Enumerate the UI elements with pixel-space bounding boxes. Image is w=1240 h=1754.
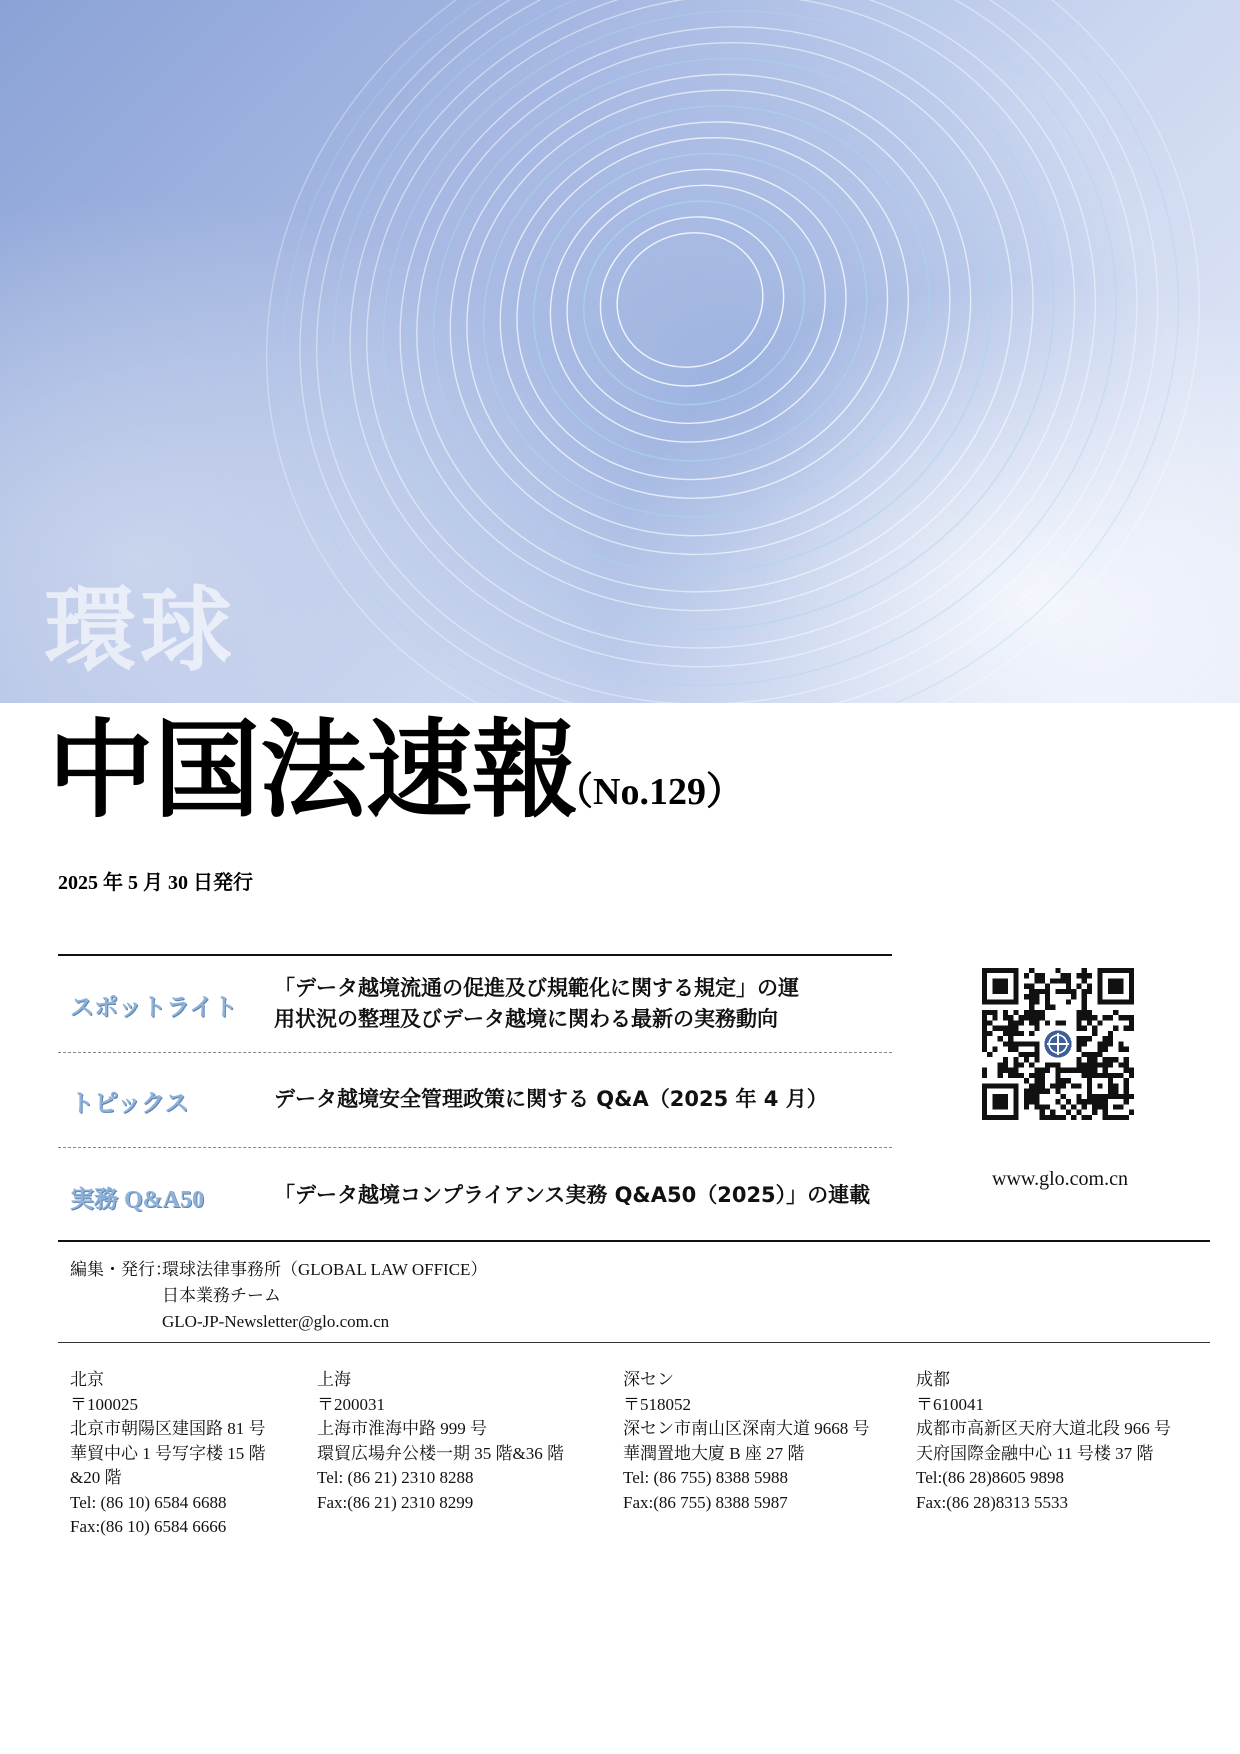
office-beijing xyxy=(70,1368,266,1540)
section-headline[interactable] xyxy=(258,1084,892,1116)
publisher-info xyxy=(70,1257,487,1335)
newsletter-title: 中国法速報 xyxy=(48,709,578,832)
office-line: 〒610041 xyxy=(916,1394,984,1414)
office-line: Fax:(86 755) 8388 5987 xyxy=(623,1492,788,1512)
issue-date: 2025 年 5 月 30 日発行 xyxy=(58,872,253,894)
office-line: 深セン市南山区深南大道 9668 号 xyxy=(623,1419,870,1438)
headline-line: 「データ越境コンプライアンス実務 Q&A50（2025）」の連載 xyxy=(274,1183,871,1208)
office-city: 上海 xyxy=(317,1370,351,1389)
office-line: Tel: (86 21) 2310 8288 xyxy=(317,1468,474,1487)
headline-line: 「データ越境流通の促進及び規範化に関する規定」の運 xyxy=(274,975,799,1000)
office-city: 成都 xyxy=(916,1370,950,1389)
office-line: 環貿広場弁公楼一期 35 階&36 階 xyxy=(317,1443,564,1463)
office-shanghai xyxy=(317,1368,564,1515)
contents-row-topics[interactable] xyxy=(58,1053,892,1148)
office-line: 〒100025 xyxy=(70,1394,138,1414)
publisher-team: 日本業務チーム xyxy=(162,1286,281,1305)
publisher-name: 環球法律事務所（GLOBAL LAW OFFICE） xyxy=(162,1260,488,1279)
office-city: 北京 xyxy=(70,1370,104,1389)
office-line: 華潤置地大廈 B 座 27 階 xyxy=(623,1443,805,1463)
office-city: 深セン xyxy=(623,1370,674,1389)
website-link[interactable]: www.glo.com.cn xyxy=(992,1168,1128,1190)
contents-table xyxy=(58,954,892,1244)
headline-line: 用状況の整理及びデータ越境に関わる最新の実務動向 xyxy=(274,1007,778,1031)
cover-banner xyxy=(0,0,1240,703)
office-line: Fax:(86 21) 2310 8299 xyxy=(317,1492,474,1512)
issue-number: （No.129） xyxy=(555,771,744,813)
office-line: 上海市淮海中路 999 号 xyxy=(317,1419,487,1438)
office-line: Tel:(86 28)8605 9898 xyxy=(916,1468,1065,1487)
contents-row-qa50[interactable] xyxy=(58,1148,892,1244)
office-line: Fax:(86 10) 6584 6666 xyxy=(70,1517,227,1536)
section-label: 実務 Q&A50 xyxy=(70,1186,204,1213)
office-shenzhen xyxy=(623,1368,870,1515)
office-chengdu xyxy=(916,1368,1171,1515)
office-line: Tel: (86 10) 6584 6688 xyxy=(70,1492,227,1512)
section-divider xyxy=(58,1240,1210,1242)
section-headline[interactable] xyxy=(258,1180,892,1212)
contents-row-spotlight[interactable] xyxy=(58,956,892,1053)
office-line: 〒518052 xyxy=(623,1394,691,1414)
section-divider xyxy=(58,1342,1210,1343)
office-line: 〒200031 xyxy=(317,1394,385,1414)
qr-code[interactable] xyxy=(982,968,1134,1120)
publisher-label: 編集・発行： xyxy=(70,1260,172,1279)
banner-title: 環球 xyxy=(44,577,237,684)
office-line: Tel: (86 755) 8388 5988 xyxy=(623,1468,789,1487)
office-line: &20 階 xyxy=(70,1468,122,1487)
headline-line: データ越境安全管理政策に関する Q&A（2025 年 4 月） xyxy=(274,1087,828,1112)
office-line: 成都市高新区天府大道北段 966 号 xyxy=(916,1419,1171,1438)
publisher-email[interactable]: GLO-JP-Newsletter@glo.com.cn xyxy=(162,1312,390,1331)
office-line: 天府国際金融中心 11 号楼 37 階 xyxy=(916,1443,1154,1463)
section-label: トピックス xyxy=(70,1090,189,1117)
office-line: 北京市朝陽区建国路 81 号 xyxy=(70,1419,266,1438)
section-label: スポットライト xyxy=(70,994,238,1021)
office-line: 華貿中心 1 号写字楼 15 階 xyxy=(70,1443,266,1463)
office-line: Fax:(86 28)8313 5533 xyxy=(916,1492,1069,1512)
section-headline[interactable] xyxy=(258,973,892,1036)
